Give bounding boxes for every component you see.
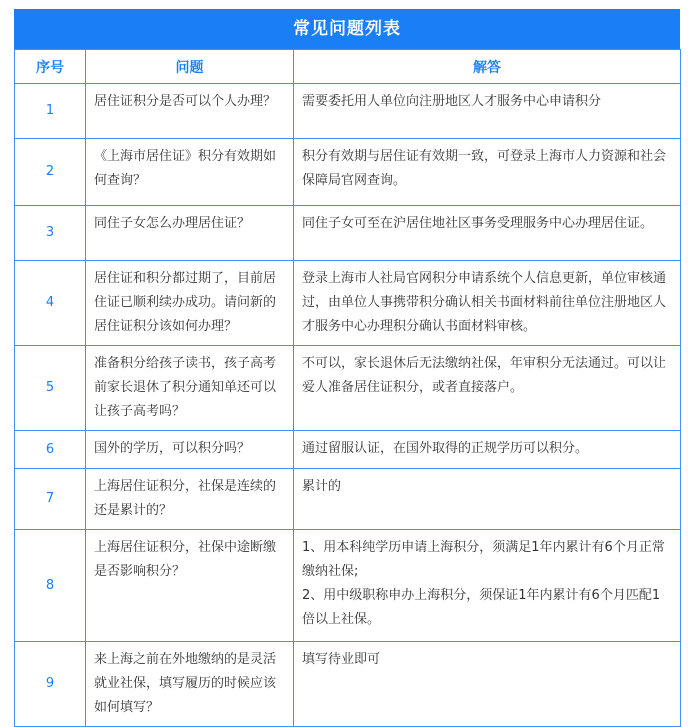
row-index: 8	[15, 530, 86, 642]
row-question: 《上海市居住证》积分有效期如何查询？	[86, 139, 294, 206]
table-header	[15, 50, 681, 84]
table-row	[15, 261, 681, 346]
row-index: 9	[15, 642, 86, 727]
table-row	[15, 139, 681, 206]
row-index: 3	[15, 206, 86, 261]
answer-line: 通过留服认证，在国外取得的正规学历可以积分。	[302, 441, 589, 456]
table-row	[15, 469, 681, 530]
answer-line: 填写待业即可	[302, 652, 381, 667]
row-index: 5	[15, 346, 86, 431]
row-answer	[294, 642, 681, 727]
row-answer	[294, 469, 681, 530]
row-answer	[294, 431, 681, 469]
row-index: 1	[15, 84, 86, 139]
header-question: 问题	[86, 50, 294, 84]
row-question: 居住证和积分都过期了，目前居住证已顺利续办成功。请问新的居住证积分该如何办理？	[86, 261, 294, 346]
table-row	[15, 206, 681, 261]
table-body	[15, 84, 681, 727]
answer-line: 登录上海市人社局官网积分申请系统个人信息更新，单位审核通过，由单位人事携带积分确认相关书面材料前往单位注册地区人才服务中心办理积分确认书面材料审核。	[302, 271, 667, 334]
table-row	[15, 346, 681, 431]
header-row	[15, 50, 681, 84]
table-row	[15, 530, 681, 642]
answer-line: 2、用中级职称申办上海积分，须保证1年内累计有6个月匹配1倍以上社保。	[302, 588, 661, 627]
header-answer: 解答	[294, 50, 681, 84]
table-row	[15, 642, 681, 727]
answer-line: 累计的	[302, 479, 342, 494]
row-answer	[294, 261, 681, 346]
answer-line: 积分有效期与居住证有效期一致，可登录上海市人力资源和社会保障局官网查询。	[302, 149, 667, 188]
answer-line: 需要委托用人单位向注册地区人才服务中心申请积分	[302, 94, 602, 109]
row-index: 4	[15, 261, 86, 346]
row-question: 来上海之前在外地缴纳的是灵活就业社保，填写履历的时候应该如何填写？	[86, 642, 294, 727]
row-answer	[294, 530, 681, 642]
row-question: 国外的学历，可以积分吗？	[86, 431, 294, 469]
answer-line: 同住子女可至在沪居住地社区事务受理服务中心办理居住证。	[302, 216, 654, 231]
row-index: 2	[15, 139, 86, 206]
row-question: 上海居住证积分，社保中途断缴是否影响积分？	[86, 530, 294, 642]
row-answer	[294, 139, 681, 206]
row-question: 准备积分给孩子读书，孩子高考前家长退休了积分通知单还可以让孩子高考吗？	[86, 346, 294, 431]
table-row	[15, 84, 681, 139]
row-question: 同住子女怎么办理居住证？	[86, 206, 294, 261]
row-question: 居住证积分是否可以个人办理？	[86, 84, 294, 139]
answer-line: 不可以，家长退休后无法缴纳社保，年审积分无法通过。可以让爱人准备居住证积分，或者直接落户。	[302, 356, 667, 395]
row-answer	[294, 346, 681, 431]
header-index: 序号	[15, 50, 86, 84]
faq-container	[14, 9, 680, 727]
row-index: 6	[15, 431, 86, 469]
answer-line: 1、用本科纯学历申请上海积分，须满足1年内累计有6个月正常缴纳社保;	[302, 540, 665, 579]
table-title: 常见问题列表	[14, 9, 680, 49]
table-row	[15, 431, 681, 469]
row-index: 7	[15, 469, 86, 530]
row-answer	[294, 206, 681, 261]
row-question: 上海居住证积分，社保是连续的还是累计的？	[86, 469, 294, 530]
row-answer	[294, 84, 681, 139]
faq-table	[14, 49, 681, 727]
